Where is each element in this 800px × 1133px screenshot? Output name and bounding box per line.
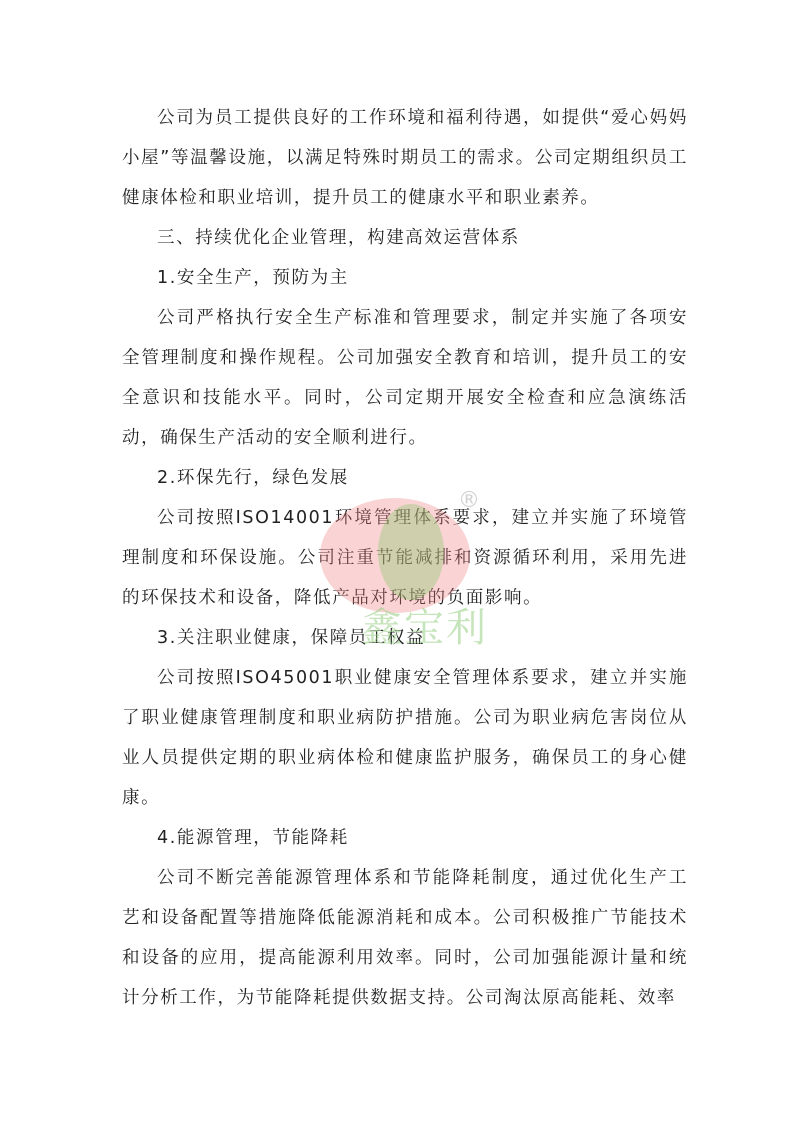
subheading-energy: 4.能源管理，节能降耗 — [157, 828, 349, 848]
subheading-safety: 1.安全生产，预防为主 — [157, 268, 349, 288]
paragraph-environment: 公司按照ISO14001环境管理体系要求，建立并实施了环境管理制度和环保设施。公司注重节能减排和资源循环利用，采用先进的环保技术和设备，降低产品对环境的负面影响。 — [122, 508, 688, 608]
paragraph-energy: 公司不断完善能源管理体系和节能降耗制度，通过优化生产工艺和设备配置等措施降低能源消耗和成本。公司积极推广节能技术和设备的应用，提高能源利用效率。同时，公司加强能源计量和统计分析工作，为节能降耗提供数据支持。公司淘汰原高能耗、效率 — [122, 868, 688, 1008]
paragraph-safety: 公司严格执行安全生产标准和管理要求，制定并实施了各项安全管理制度和操作规程。公司加强安全教育和培训，提升员工的安全意识和技能水平。同时，公司定期开展安全检查和应急演练活动，确保生产活动的安全顺利进行。 — [122, 308, 688, 448]
subheading-environment: 2.环保先行，绿色发展 — [157, 468, 349, 488]
section-heading-management: 三、持续优化企业管理，构建高效运营体系 — [157, 228, 520, 248]
document-body — [122, 98, 688, 1018]
watermark-text: 鑫宝利 — [362, 605, 488, 651]
registered-mark-icon: ® — [458, 488, 480, 513]
paragraph-occupational-health: 公司按照ISO45001职业健康安全管理体系要求，建立并实施了职业健康管理制度和职业病防护措施。公司为职业病危害岗位从业人员提供定期的职业病体检和健康监护服务，确保员工的身心健康。 — [122, 668, 688, 808]
subheading-occupational-health: 3.关注职业健康，保障员工权益 — [157, 628, 426, 648]
paragraph-employee-welfare: 公司为员工提供良好的工作环境和福利待遇，如提供“爱心妈妈小屋”等温馨设施，以满足特殊时期员工的需求。公司定期组织员工健康体检和职业培训，提升员工的健康水平和职业素养。 — [122, 108, 688, 208]
